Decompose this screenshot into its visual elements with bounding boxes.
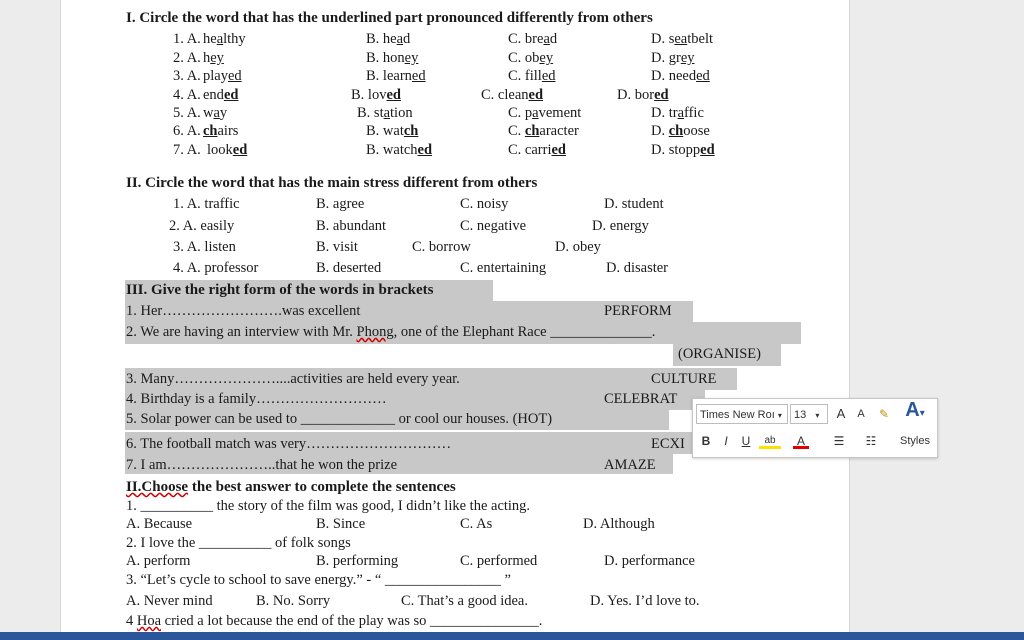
stress-option-c: C. noisy (460, 196, 509, 212)
taskbar-strip (0, 632, 1024, 640)
opt: C. As (460, 516, 493, 532)
numbering-icon[interactable]: ☷ (865, 434, 877, 448)
option-number: 2. A. (173, 50, 201, 66)
option-number: 4. A. (173, 87, 201, 103)
opt: D. Although (583, 516, 655, 532)
stress-option-b: B. deserted (316, 260, 382, 276)
option-number: 3. A. (173, 68, 201, 84)
option-number: 7. A. (173, 142, 201, 158)
section3-q2: 2. We are having an interview with Mr. Phong, one of the Elephant Race ______________. (126, 324, 656, 340)
format-painter-icon[interactable]: ✎ (878, 407, 890, 421)
option-c: C. filled (508, 68, 556, 84)
shrink-font-button[interactable]: A (857, 408, 865, 420)
option-c: C. carried (508, 142, 566, 158)
opt: D. Yes. I’d love to. (590, 593, 700, 609)
option-d: D. seatbelt (651, 31, 714, 47)
opt: A. perform (126, 553, 191, 569)
option-b: B. learned (366, 68, 426, 84)
option-c: C. cleaned (481, 87, 544, 103)
section3-q2-word: (ORGANISE) (678, 346, 761, 362)
opt: C. performed (460, 553, 538, 569)
section3-q6-word: ECXI (651, 436, 685, 452)
option-b: B. loved (351, 87, 401, 103)
opt: B. performing (316, 553, 399, 569)
option-d: D. bored (617, 87, 669, 103)
italic-button[interactable]: I (724, 434, 728, 448)
mini-toolbar (692, 398, 938, 458)
opt: A. Never mind (126, 593, 213, 609)
option-b: B. station (357, 105, 413, 121)
option-d: D. grey (651, 50, 695, 66)
section3-q7-word: AMAZE (604, 457, 656, 473)
stress-option-d: D. disaster (606, 260, 669, 276)
option-b: B. watch (366, 123, 419, 139)
option-a: way (203, 105, 228, 121)
option-d: D. choose (651, 123, 710, 139)
opt: B. Since (316, 516, 366, 532)
option-b: B. head (366, 31, 411, 47)
option-a: ended (203, 87, 239, 103)
stress-option-c: C. negative (460, 218, 527, 234)
stress-option-a: 2. A. easily (169, 218, 235, 234)
section4-q4: 4 Hoa cried a lot because the end of the play was so _______________. (126, 613, 543, 629)
option-number: 1. A. (173, 31, 201, 47)
opt: D. performance (604, 553, 695, 569)
section2-title: II. Circle the word that has the main stress different from others (126, 175, 538, 191)
font-name-box[interactable]: Times New Roı ▾ (696, 404, 788, 424)
section3-q1: 1. Her…………………….was excellent (126, 303, 361, 319)
opt: C. That’s a good idea. (401, 593, 528, 609)
section3-q3: 3. Many…………………....activities are held every year. (126, 371, 460, 387)
stress-option-c: C. entertaining (460, 260, 547, 276)
section4-title: II.Choose the best answer to complete the sentences (126, 479, 456, 495)
option-number: 5. A. (173, 105, 201, 121)
section1-title: I. Circle the word that has the underlined part pronounced differently from others (126, 10, 653, 26)
bullets-icon[interactable]: ☰ (833, 434, 845, 448)
section3-q1-word: PERFORM (604, 303, 672, 319)
section3-q4-word: CELEBRAT (604, 391, 678, 407)
option-a: played (203, 68, 242, 84)
section4-q2: 2. I love the __________ of folk songs (126, 535, 351, 551)
stress-option-b: B. visit (316, 239, 358, 255)
font-color-button[interactable]: A (793, 432, 809, 449)
option-d: D. needed (651, 68, 710, 84)
section3-q5: 5. Solar power can be used to _____________ or cool our houses. (HOT) (126, 411, 553, 427)
stress-option-d: D. obey (555, 239, 601, 255)
stress-option-d: D. student (604, 196, 664, 212)
section4-q1: 1. __________ the story of the film was good, I didn’t like the acting. (126, 498, 531, 514)
option-c: C. obey (508, 50, 554, 66)
squiggle-phong: Phong (356, 324, 394, 340)
stress-option-a: 4. A. professor (173, 260, 259, 276)
stress-option-d: D. energy (592, 218, 649, 234)
document-page (60, 0, 850, 632)
underline-button[interactable]: U (741, 434, 751, 448)
grow-font-button[interactable]: A (836, 406, 846, 421)
option-b: B. honey (366, 50, 419, 66)
bold-button[interactable]: B (701, 434, 711, 448)
styles-button[interactable]: Styles (900, 435, 930, 447)
option-a: looked (207, 142, 248, 158)
stress-option-b: B. agree (316, 196, 365, 212)
option-a: chairs (203, 123, 239, 139)
option-d: D. traffic (651, 105, 704, 121)
option-a: hey (203, 50, 224, 66)
highlight-button[interactable]: ab (759, 432, 781, 449)
font-size-box[interactable]: 13 ▾ (790, 404, 828, 424)
option-c: C. pavement (508, 105, 582, 121)
section3-q4: 4. Birthday is a family……………………… (126, 391, 387, 407)
option-number: 6. A. (173, 123, 201, 139)
option-b: B. watched (366, 142, 433, 158)
styles-gallery-icon[interactable]: A▾ (905, 399, 925, 421)
section3-q6: 6. The football match was very………………………… (126, 436, 452, 452)
stress-option-a: 3. A. listen (173, 239, 236, 255)
stress-option-b: B. abundant (316, 218, 387, 234)
option-c: C. bread (508, 31, 558, 47)
option-d: D. stopped (651, 142, 715, 158)
section3-title: III. Give the right form of the words in brackets (126, 282, 434, 298)
section3-q3-word: CULTURE (651, 371, 717, 387)
stress-option-c: C. borrow (412, 239, 471, 255)
option-a: healthy (203, 31, 246, 47)
opt: A. Because (126, 516, 193, 532)
opt: B. No. Sorry (256, 593, 331, 609)
section3-q7: 7. I am…………………..that he won the prize (126, 457, 398, 473)
option-c: C. character (508, 123, 579, 139)
stress-option-a: 1. A. traffic (173, 196, 240, 212)
section4-q3: 3. “Let’s cycle to school to save energy.” - “ ________________ ” (126, 572, 511, 588)
